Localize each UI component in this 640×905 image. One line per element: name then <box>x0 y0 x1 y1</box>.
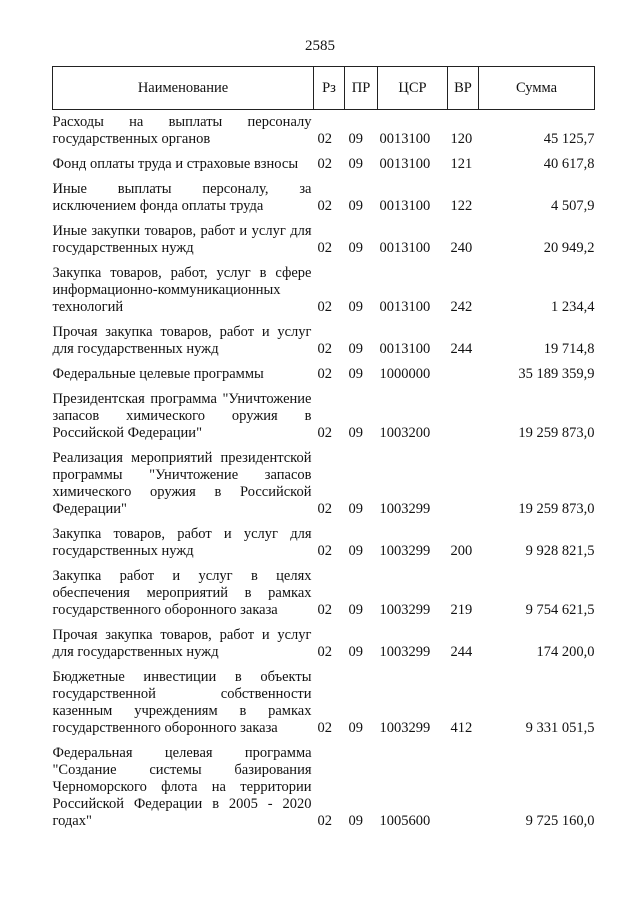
row-rz: 02 <box>317 299 332 315</box>
row-vr: 242 <box>450 299 473 315</box>
table-header-row <box>53 67 595 110</box>
row-sum: 19 259 873,0 <box>518 425 595 441</box>
header-rz: Рз <box>314 67 345 110</box>
row-rz: 02 <box>317 341 332 357</box>
row-pr: 09 <box>348 813 363 829</box>
row-csr: 1003299 <box>379 602 431 618</box>
row-csr: 1003299 <box>379 543 431 559</box>
row-pr: 09 <box>348 131 363 147</box>
row-rz: 02 <box>317 131 332 147</box>
page-number: 2585 <box>305 38 335 54</box>
row-name: Иные выплаты персоналу, за исключением фонда оплаты труда <box>52 181 312 214</box>
row-sum: 9 754 621,5 <box>525 602 595 618</box>
row-name: Реализация мероприятий президентской программы "Уничтожение запасов химического оружия в Российской Федерации" <box>52 450 312 517</box>
row-pr: 09 <box>348 341 363 357</box>
row-rz: 02 <box>317 720 332 736</box>
table-row <box>53 258 595 317</box>
table-row <box>53 174 595 216</box>
table-row <box>53 519 595 561</box>
row-name: Закупка работ и услуг в целях обеспечения мероприятий в рамках государственного оборонного заказа <box>52 568 312 618</box>
row-rz: 02 <box>317 602 332 618</box>
row-csr: 1000000 <box>379 366 431 382</box>
row-csr: 0013100 <box>379 131 431 147</box>
header-pr: ПР <box>345 67 378 110</box>
row-name: Прочая закупка товаров, работ и услуг для государственных нужд <box>52 324 312 357</box>
row-csr: 0013100 <box>379 156 431 172</box>
row-name: Бюджетные инвестиции в объекты государственной собственности казенным учреждениям в рамках государственного оборонного заказа <box>52 669 312 736</box>
row-sum: 19 259 873,0 <box>518 501 595 517</box>
row-vr <box>448 443 479 519</box>
row-sum: 35 189 359,9 <box>518 366 595 382</box>
header-csr: ЦСР <box>378 67 448 110</box>
row-rz: 02 <box>317 644 332 660</box>
row-pr: 09 <box>348 156 363 172</box>
table-row <box>53 738 595 831</box>
row-csr: 1003299 <box>379 644 431 660</box>
table-row <box>53 443 595 519</box>
row-pr: 09 <box>348 299 363 315</box>
row-rz: 02 <box>317 813 332 829</box>
row-csr: 1003200 <box>379 425 431 441</box>
row-rz: 02 <box>317 543 332 559</box>
table-row <box>53 561 595 620</box>
row-csr: 0013100 <box>379 341 431 357</box>
row-sum: 20 949,2 <box>543 240 595 256</box>
row-name: Федеральная целевая программа "Создание системы базирования Черноморского флота на территории Российской Федерации в 2005 - 2020 годах" <box>52 745 312 829</box>
row-sum: 174 200,0 <box>536 644 595 660</box>
row-sum: 40 617,8 <box>543 156 595 172</box>
row-pr: 09 <box>348 198 363 214</box>
row-rz: 02 <box>317 425 332 441</box>
row-name: Расходы на выплаты персоналу государственных органов <box>52 114 312 147</box>
table-row <box>53 359 595 384</box>
row-vr: 120 <box>450 131 473 147</box>
row-name: Федеральные целевые программы <box>52 366 264 382</box>
table-row <box>53 662 595 738</box>
row-pr: 09 <box>348 602 363 618</box>
row-rz: 02 <box>317 501 332 517</box>
row-csr: 1003299 <box>379 501 431 517</box>
table-row <box>53 620 595 662</box>
row-name: Президентская программа "Уничтожение запасов химического оружия в Российской Федерации" <box>52 391 312 441</box>
row-name: Закупка товаров, работ, услуг в сфере информационно-коммуникационных технологий <box>52 265 312 315</box>
row-sum: 9 928 821,5 <box>525 543 595 559</box>
row-name: Прочая закупка товаров, работ и услуг для государственных нужд <box>52 627 312 660</box>
row-pr: 09 <box>348 425 363 441</box>
row-pr: 09 <box>348 366 363 382</box>
table-row <box>53 149 595 174</box>
row-rz: 02 <box>317 240 332 256</box>
header-sum: Сумма <box>479 67 595 110</box>
row-name: Фонд оплаты труда и страховые взносы <box>52 156 299 172</box>
row-sum: 1 234,4 <box>551 299 595 315</box>
row-pr: 09 <box>348 720 363 736</box>
row-vr: 121 <box>450 156 473 172</box>
header-name: Наименование <box>53 67 314 110</box>
row-csr: 1003299 <box>379 720 431 736</box>
budget-table <box>52 66 595 831</box>
row-vr <box>448 384 479 443</box>
row-vr: 122 <box>450 198 473 214</box>
row-rz: 02 <box>317 366 332 382</box>
row-name: Иные закупки товаров, работ и услуг для государственных нужд <box>52 223 312 256</box>
row-csr: 0013100 <box>379 299 431 315</box>
row-pr: 09 <box>348 240 363 256</box>
row-vr: 244 <box>450 341 473 357</box>
row-csr: 0013100 <box>379 198 431 214</box>
row-csr: 0013100 <box>379 240 431 256</box>
row-vr: 200 <box>450 543 473 559</box>
row-sum: 45 125,7 <box>543 131 595 147</box>
row-vr: 219 <box>450 602 473 618</box>
row-sum: 4 507,9 <box>551 198 595 214</box>
row-sum: 9 725 160,0 <box>525 813 595 829</box>
row-vr <box>448 359 479 384</box>
row-name: Закупка товаров, работ и услуг для государственных нужд <box>52 526 312 559</box>
row-rz: 02 <box>317 198 332 214</box>
table-row <box>53 384 595 443</box>
row-sum: 9 331 051,5 <box>525 720 595 736</box>
row-vr: 244 <box>450 644 473 660</box>
row-vr <box>448 738 479 831</box>
row-pr: 09 <box>348 644 363 660</box>
row-vr: 412 <box>450 720 473 736</box>
row-vr: 240 <box>450 240 473 256</box>
table-row <box>53 216 595 258</box>
table-row <box>53 110 595 150</box>
row-csr: 1005600 <box>379 813 431 829</box>
row-sum: 19 714,8 <box>543 341 595 357</box>
row-pr: 09 <box>348 543 363 559</box>
row-rz: 02 <box>317 156 332 172</box>
row-pr: 09 <box>348 501 363 517</box>
header-vr: ВР <box>448 67 479 110</box>
table-row <box>53 317 595 359</box>
